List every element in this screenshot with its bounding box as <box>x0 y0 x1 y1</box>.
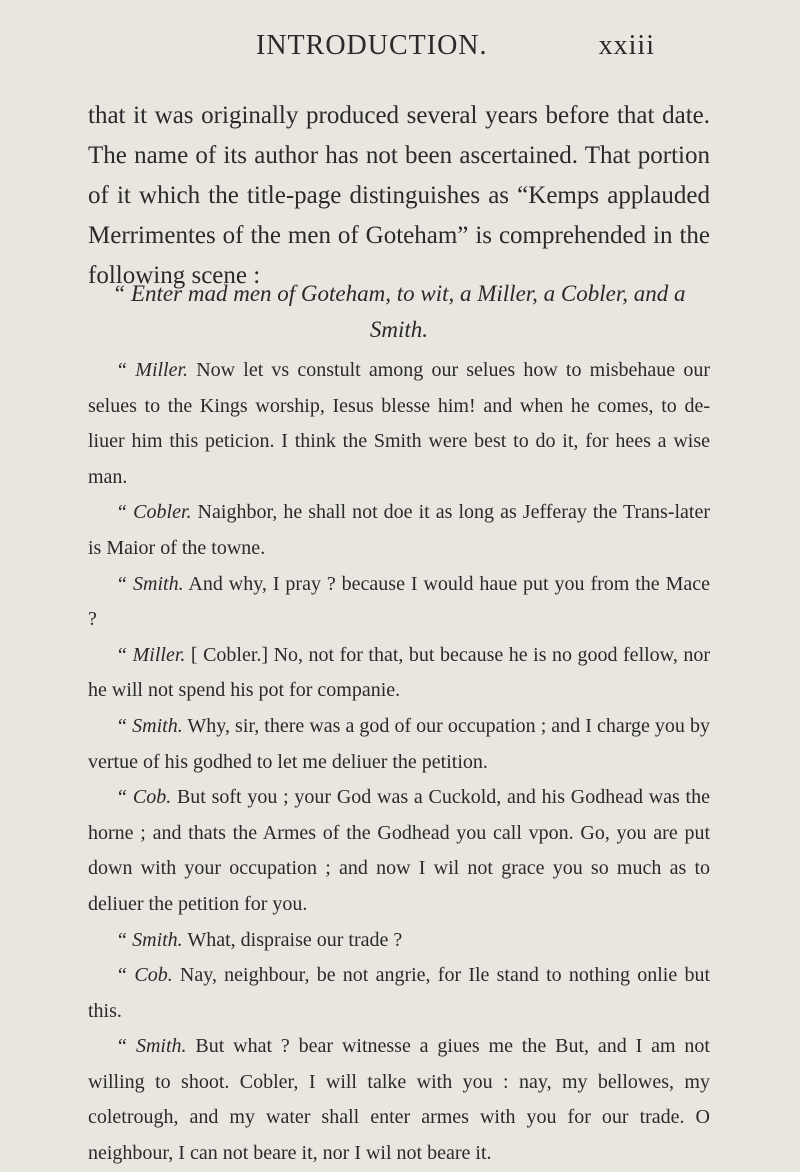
dialogue-line <box>88 567 710 638</box>
speaker-name: “ Smith. <box>116 714 183 737</box>
speech-text: What, dispraise our trade ? <box>182 928 403 951</box>
page-number: xxiii <box>598 30 655 61</box>
intro-paragraph: that it was originally produced several years before that date. The name of its author has not been ascertained. That portion of it which the title-page distinguishes as “Kemps applauded Merrimentes of the men of Goteham” is comprehended in the following scene : <box>88 102 710 289</box>
speech-text: Nay, neighbour, be not angrie, for Ile stand to nothing onlie but this. <box>88 964 710 1022</box>
header-title: INTRODUCTION. <box>256 30 488 61</box>
speaker-name: “ Miller. <box>116 643 186 666</box>
speech-text: But what ? bear witnesse a giues me the But, and I am not willing to shoot. Cobler, I will talke with you : nay, my bellowes, my coletrough, and my water shall enter armes with you for our trade. O neighbour, I can not beare it, nor I wil not beare it. <box>88 1035 710 1165</box>
dialogue <box>88 353 710 1172</box>
dialogue-line <box>88 958 710 1029</box>
running-header <box>256 30 655 62</box>
speaker-name: “ Cobler. <box>116 501 192 524</box>
dialogue-line <box>88 495 710 566</box>
dialogue-line <box>88 1029 710 1171</box>
speaker-name: “ Smith. <box>116 572 184 595</box>
speech-text: Naighbor, he shall not doe it as long as Jefferay the Trans-later is Maior of the towne. <box>88 501 711 559</box>
speaker-name: “ Cob. <box>116 786 172 809</box>
dialogue-line <box>88 353 710 495</box>
speaker-name: “ Miller. <box>116 359 189 381</box>
speech-text: And why, I pray ? because I would haue put you from the Mace ? <box>88 572 711 631</box>
speech-text: Why, sir, there was a god of our occupation ; and I charge you by vertue of his godhed to let me deliuer the petition. <box>88 714 710 773</box>
stage-direction: “ Enter mad men of Goteham, to wit, a Miller, a Cobler, and a Smith. <box>112 281 686 342</box>
speech-text: Now let vs constult among our selues how to misbehaue our selues to the Kings worship, Iesus blesse him! and when he comes, to de-liuer him this peticion. I think the Smith were best to do it, for hees a wise man. <box>88 359 710 488</box>
speaker-name: “ Smith. <box>116 1035 187 1058</box>
dialogue-line <box>88 709 710 780</box>
speaker-name: “ Cob. <box>116 964 173 987</box>
speech-text: But soft you ; your God was a Cuckold, and his Godhead was the horne ; and thats the Armes of the Godhead you call vpon. Go, you are put down with your occupation ; and now I wil not grace you so much as to deliuer the petition for you. <box>88 786 710 915</box>
speaker-name: “ Smith. <box>116 928 183 951</box>
dialogue-line <box>88 780 710 922</box>
speech-text: [ Cobler.] No, not for that, but because he is no good fellow, nor he will not spend his pot for companie. <box>88 643 710 702</box>
dialogue-line <box>88 923 710 959</box>
dialogue-line <box>88 638 710 709</box>
